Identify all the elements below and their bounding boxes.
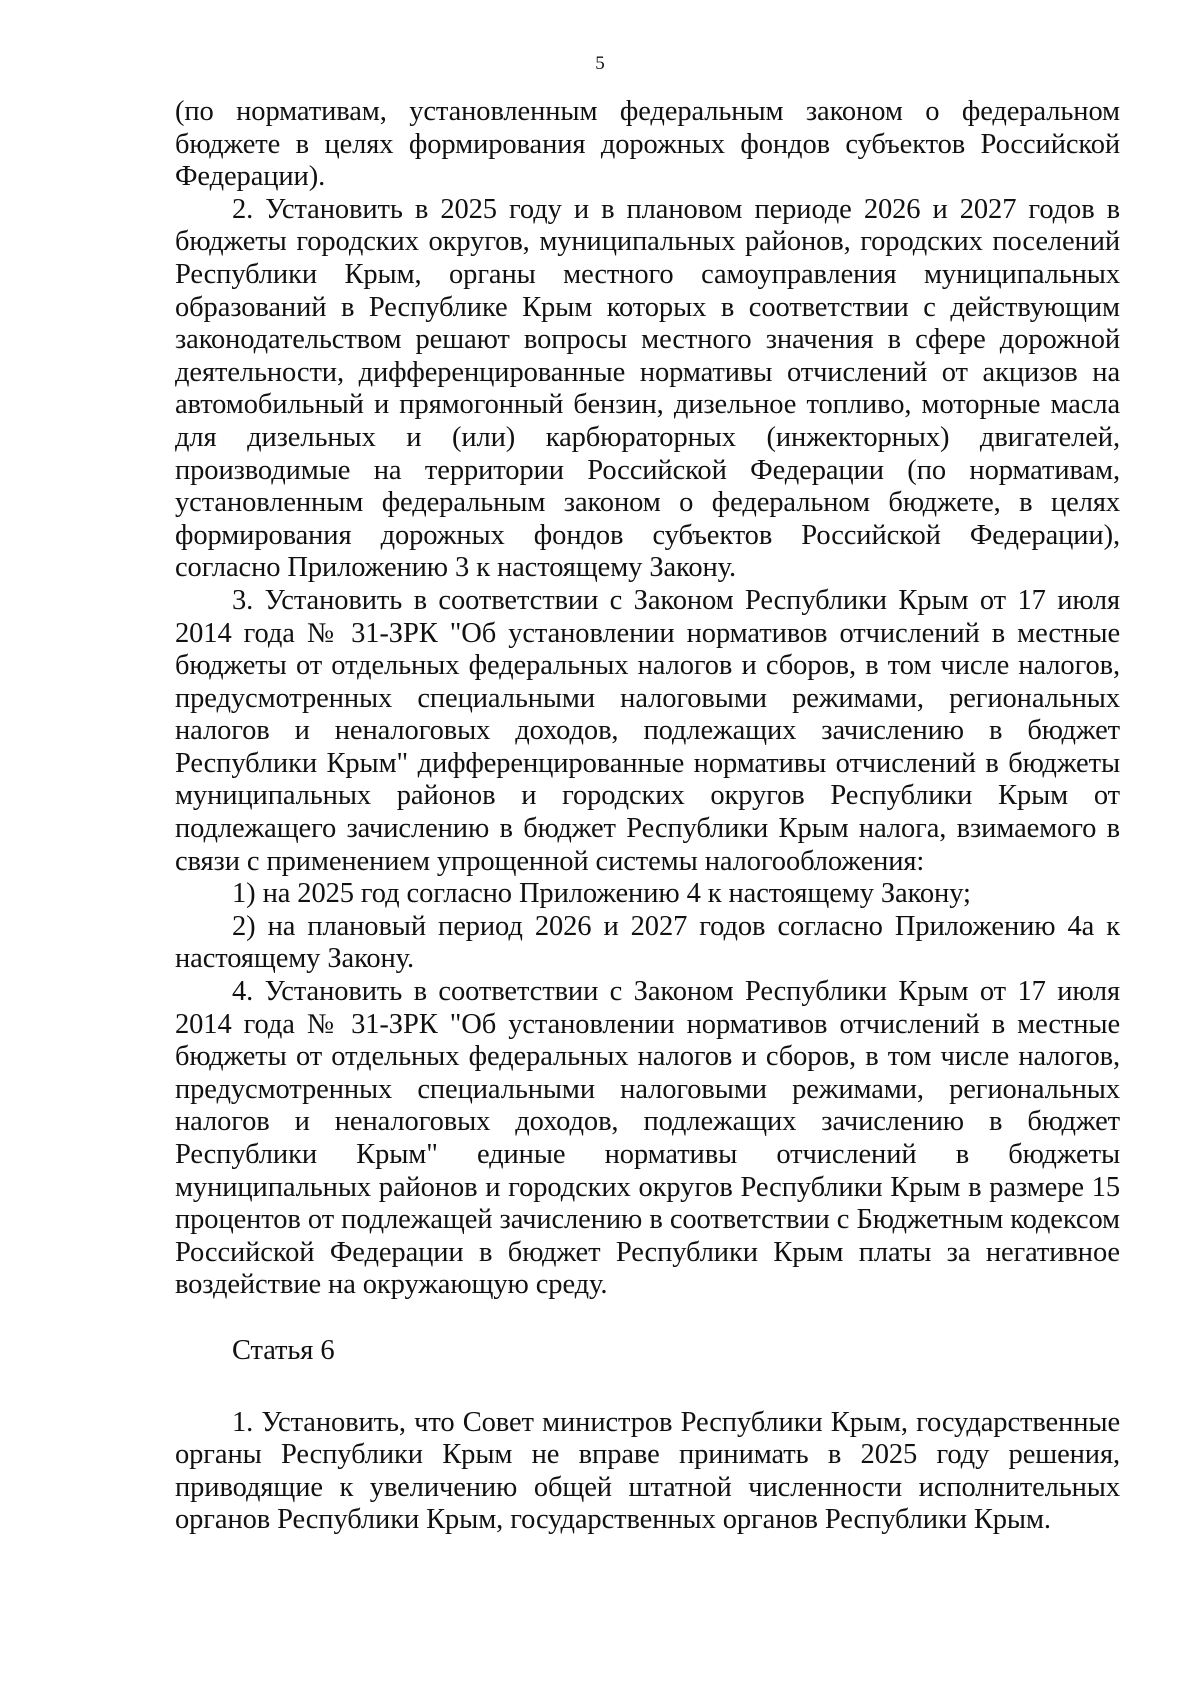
spacer [175,1302,1120,1335]
subparagraph-1: 1) на 2025 год согласно Приложению 4 к настоящему Закону; [232,878,971,910]
paragraph-item-4: 4. Установить в соответствии с Законом Республики Крым от 17 июля 2014 года № 31-ЗРК "Об установлении нормативов отчислений в местные бюджеты от отдельных федеральных налогов и сборов, в том числе налогов, предусмотренных специальными налоговыми режимами, региональных налогов и неналоговых доходов, подлежащих зачислению в бюджет Республики Крым" единые нормативы отчислений в бюджеты муниципальных районов и городских округов Республики Крым в размере 15 процентов от подлежащей зачислению в соответствии с Бюджетным кодексом Российской Федерации в бюджет Республики Крым платы за негативное воздействие на окружающую среду. [175,976,1120,1301]
document-body [175,96,1120,1537]
paragraph-item-3: 3. Установить в соответствии с Законом Республики Крым от 17 июля 2014 года № 31-ЗРК "Об установлении нормативов отчислений в местные бюджеты от отдельных федеральных налогов и сборов, в том числе налогов, предусмотренных специальными налоговыми режимами, региональных налогов и неналоговых доходов, подлежащих зачислению в бюджет Республики Крым" дифференцированные нормативы отчислений в бюджеты муниципальных районов и городских округов Республики Крым от подлежащего зачислению в бюджет Республики Крым налога, взимаемого в связи с применением упрощенной системы налогообложения: [175,584,1120,877]
page-number: 5 [595,53,605,74]
article-heading: Статья 6 [232,1334,335,1366]
spacer [175,1368,1120,1407]
paragraph-continuation: (по нормативам, установленным федеральным законом о федеральном бюджете в целях формирования дорожных фондов субъектов Российской Федерации). [175,96,1120,193]
subparagraph-2: 2) на плановый период 2026 и 2027 годов согласно Приложению 4а к настоящему Закону. [175,910,1120,975]
paragraph-item-2: 2. Установить в 2025 году и в плановом периоде 2026 и 2027 годов в бюджеты городских округов, муниципальных районов, городских поселений Республики Крым, органы местного самоуправления муниципальных образований в Республике Крым которых в соответствии с действующим законодательством решают вопросы местного значения в сфере дорожной деятельности, дифференцированные нормативы отчислений от акцизов на автомобильный и прямогонный бензин, дизельное топливо, моторные масла для дизельных и (или) карбюраторных (инжекторных) двигателей, производимые на территории Российской Федерации (по нормативам, установленным федеральным законом о федеральном бюджете, в целях формирования дорожных фондов субъектов Российской Федерации), согласно Приложению 3 к настоящему Закону. [175,193,1120,584]
paragraph-article-6-item-1: 1. Установить, что Совет министров Республики Крым, государственные органы Республики Крым не вправе принимать в 2025 году решения, приводящие к увеличению общей штатной численности исполнительных органов Республики Крым, государственных органов Республики Крым. [175,1406,1120,1536]
